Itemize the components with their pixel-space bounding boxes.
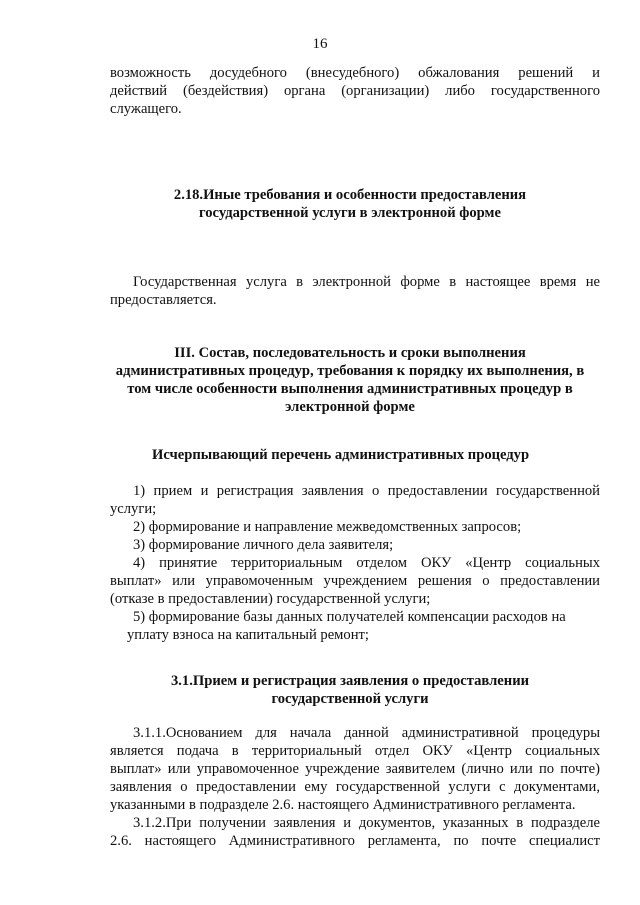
section-heading: 3.1.Прием и регистрация заявления о предоставлении	[170, 673, 530, 689]
chapter-heading: административных процедур, требования к порядку их выполнения, в	[115, 363, 585, 379]
list-item: 2) формирование и направление межведомственных запросов;	[133, 519, 522, 535]
section-heading: 2.18.Иные требования и особенности предоставления	[173, 187, 527, 203]
intro-line: действий (бездействия) органа (организации) либо государственного	[110, 83, 600, 99]
paragraph-line: 2.6. настоящего Административного регламента, по почте специалист	[110, 833, 600, 849]
list-item: уплату взноса на капитальный ремонт;	[127, 627, 369, 643]
list-item: 5) формирование базы данных получателей компенсации расходов на	[133, 609, 566, 625]
paragraph-line: Государственная услуга в электронной форме в настоящее время не	[133, 274, 600, 290]
section-heading: государственной услуги в электронной форме	[199, 205, 501, 221]
paragraph-line: 3.1.2.При получении заявления и документов, указанных в подразделе	[133, 815, 600, 831]
list-item: 1) прием и регистрация заявления о предоставлении государственной	[133, 483, 600, 499]
section-heading: государственной услуги	[271, 691, 429, 707]
subsection-heading: Исчерпывающий перечень административных процедур	[152, 447, 530, 463]
paragraph-line: выплат» или управомоченное учреждение заявителем (лично или по почте)	[110, 761, 600, 777]
paragraph-line: предоставляется.	[110, 292, 217, 308]
list-item: 4) принятие территориальным отделом ОКУ «Центр социальных	[133, 555, 600, 571]
page-number: 16	[312, 36, 328, 52]
intro-line: возможность досудебного (внесудебного) обжалования решений и	[110, 65, 600, 81]
intro-line: служащего.	[110, 101, 182, 117]
paragraph-line: заявления о предоставлении ему государственной услуги с документами,	[110, 779, 600, 795]
paragraph-line: 3.1.1.Основанием для начала данной административной процедуры	[133, 725, 600, 741]
chapter-heading: III. Состав, последовательность и сроки выполнения	[174, 345, 526, 361]
chapter-heading: электронной форме	[285, 399, 415, 415]
list-item: 3) формирование личного дела заявителя;	[133, 537, 394, 553]
paragraph-line: указанными в подразделе 2.6. настоящего Административного регламента.	[110, 797, 576, 813]
chapter-heading: том числе особенности выполнения административных процедур в	[127, 381, 573, 397]
paragraph-line: является подача в территориальный отдел ОКУ «Центр социальных	[110, 743, 600, 759]
list-item: услуги;	[110, 501, 157, 517]
list-item: выплат» или управомоченным учреждением решения о предоставлении	[110, 573, 600, 589]
list-item: (отказе в предоставлении) государственной услуги;	[110, 591, 431, 607]
